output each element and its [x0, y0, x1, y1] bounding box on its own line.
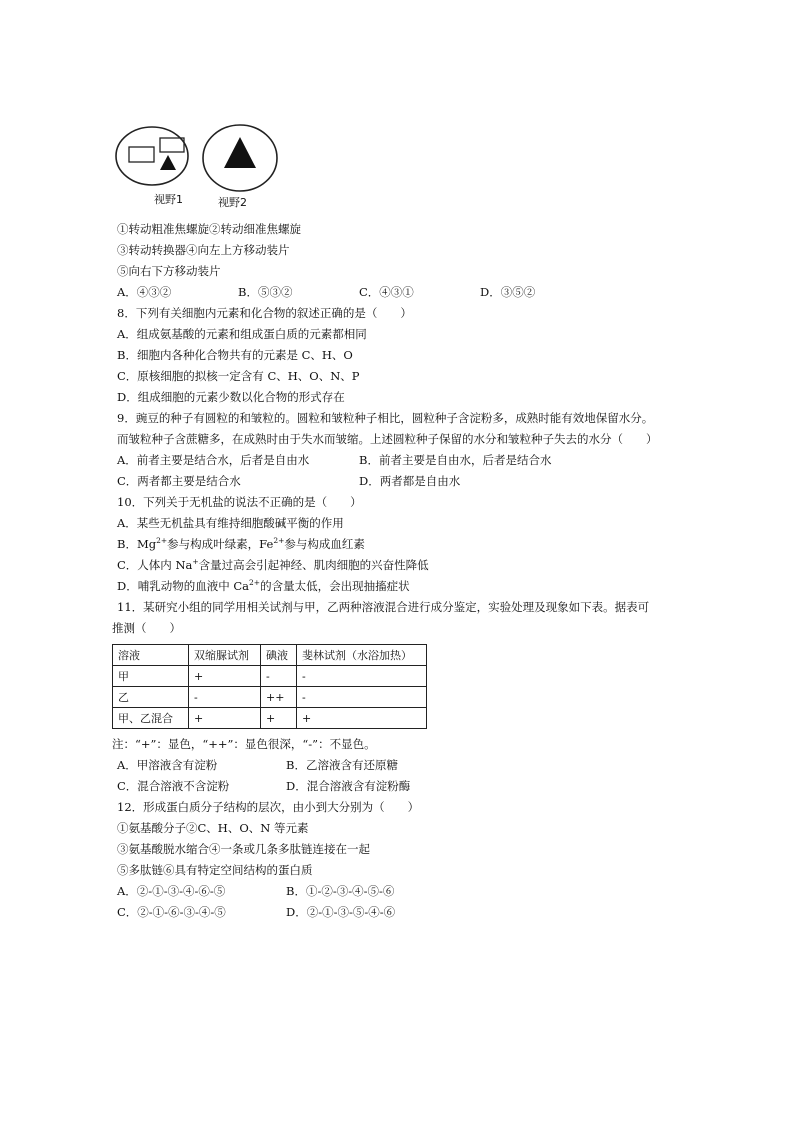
table-header-cell: 斐林试剂（水浴加热） — [297, 645, 427, 666]
q10-b-text: 参与构成血红素 — [284, 537, 365, 551]
q10-b-superscript: 2+ — [156, 536, 168, 545]
table-header-cell: 溶液 — [113, 645, 189, 666]
q11-option-c: C．混合溶液不含淀粉 — [117, 779, 230, 793]
q10-d-superscript: 2+ — [249, 578, 261, 587]
q9-option-a: A．前者主要是结合水，后者是自由水 — [117, 453, 310, 467]
q12-item-line: ⑤多肽链⑥具有特定空间结构的蛋白质 — [117, 863, 313, 877]
q10-d-text: 的含量太低，会出现抽搐症状 — [260, 579, 410, 593]
table-cell: + — [189, 708, 261, 729]
q11-option-b: B．乙溶液含有还原糖 — [286, 758, 398, 772]
view1-label: 视野1 — [154, 193, 183, 206]
table-cell: - — [297, 687, 427, 708]
q10-c-text: C．人体内 Na — [117, 558, 193, 572]
q10-d-text: D．哺乳动物的血液中 Ca — [117, 579, 250, 593]
q10-c-text: 含量过高会引起神经、肌肉细胞的兴奋性降低 — [198, 558, 429, 572]
q11-option-d: D．混合溶液含有淀粉酶 — [286, 779, 411, 793]
q12-item-line: ①氨基酸分子②C、H、O、N 等元素 — [117, 821, 309, 835]
q10-c-superscript: + — [192, 557, 199, 566]
q11-table-note: 注：“+”：显色，“++”：显色很深，“-”：不显色。 — [112, 737, 376, 751]
q8-option-b: B．细胞内各种化合物共有的元素是 C、H、O — [117, 348, 353, 362]
q12-option-d: D．②-①-③-⑤-④-⑥ — [286, 905, 396, 919]
table-row — [113, 666, 427, 687]
table-cell: + — [297, 708, 427, 729]
q10-option-d — [117, 578, 410, 594]
q7-option-a: A．④③② — [117, 285, 172, 299]
q7-option-d: D．③⑤② — [480, 285, 536, 299]
view1-rectangle — [160, 138, 184, 152]
q10-option-a: A．某些无机盐具有维持细胞酸碱平衡的作用 — [117, 516, 344, 530]
microscope-views-figure — [112, 118, 292, 214]
table-header-cell: 碘液 — [261, 645, 297, 666]
microscope-views-svg — [112, 118, 292, 214]
q12-option-a: A．②-①-③-④-⑥-⑤ — [117, 884, 226, 898]
q7-option-b: B．⑤③② — [238, 285, 293, 299]
table-cell: - — [189, 687, 261, 708]
table-cell: - — [297, 666, 427, 687]
table-header-row — [113, 645, 427, 666]
q9-option-d: D．两者都是自由水 — [359, 474, 461, 488]
q11-option-a: A．甲溶液含有淀粉 — [117, 758, 218, 772]
view2-label: 视野2 — [218, 196, 247, 209]
table-cell: 乙 — [113, 687, 189, 708]
q9-stem-line1: 9．豌豆的种子有圆粒的和皱粒的。圆粒和皱粒种子相比，圆粒种子含淀粉多，成熟时能有效地保留水分。 — [117, 411, 654, 425]
table-cell: - — [261, 666, 297, 687]
q10-option-b — [117, 536, 365, 552]
q10-b-superscript: 2+ — [273, 536, 285, 545]
q9-option-b: B．前者主要是自由水，后者是结合水 — [359, 453, 552, 467]
q12-option-b: B．①-②-③-④-⑤-⑥ — [286, 884, 395, 898]
table-row — [113, 708, 427, 729]
q8-option-d: D．组成细胞的元素少数以化合物的形式存在 — [117, 390, 345, 404]
q10-b-text: B．Mg — [117, 537, 157, 551]
q12-item-line: ③氨基酸脱水缩合④一条或几条多肽链连接在一起 — [117, 842, 370, 856]
q7-step-line: ③转动转换器④向左上方移动装片 — [117, 243, 290, 257]
q7-step-line: ⑤向右下方移动装片 — [117, 264, 221, 278]
q7-option-c: C．④③① — [359, 285, 414, 299]
q10-option-c — [117, 557, 429, 573]
view1-circle — [116, 127, 188, 185]
q8-stem: 8．下列有关细胞内元素和化合物的叙述正确的是（ ） — [117, 306, 412, 320]
q8-option-c: C．原核细胞的拟核一定含有 C、H、O、N、P — [117, 369, 360, 383]
view2-triangle — [224, 137, 256, 168]
q8-option-a: A．组成氨基酸的元素和组成蛋白质的元素都相同 — [117, 327, 367, 341]
table-cell: + — [189, 666, 261, 687]
q12-stem: 12．形成蛋白质分子结构的层次，由小到大分别为（ ） — [117, 800, 420, 814]
q10-stem: 10．下列关于无机盐的说法不正确的是（ ） — [117, 495, 362, 509]
table-row — [113, 687, 427, 708]
q12-option-c: C．②-①-⑥-③-④-⑤ — [117, 905, 226, 919]
table-cell: 甲 — [113, 666, 189, 687]
view1-rectangle — [129, 147, 154, 162]
q11-stem-line2: 推测（ ） — [112, 621, 181, 635]
q10-b-text: 参与构成叶绿素，Fe — [167, 537, 274, 551]
table-header-cell: 双缩脲试剂 — [189, 645, 261, 666]
q9-stem-line2: 而皱粒种子含蔗糖多，在成熟时由于失水而皱缩。上述圆粒种子保留的水分和皱粒种子失去的水分（ ） — [117, 432, 658, 446]
table-cell: ++ — [261, 687, 297, 708]
view1-triangle — [160, 155, 176, 170]
table-cell: 甲、乙混合 — [113, 708, 189, 729]
reagent-result-table — [112, 644, 427, 729]
q9-option-c: C．两者都主要是结合水 — [117, 474, 241, 488]
q7-step-line: ①转动粗准焦螺旋②转动细准焦螺旋 — [117, 222, 301, 236]
q11-stem-line1: 11．某研究小组的同学用相关试剂与甲，乙两种溶液混合进行成分鉴定，实验处理及现象如下表。据表可 — [117, 600, 650, 614]
table-cell: + — [261, 708, 297, 729]
